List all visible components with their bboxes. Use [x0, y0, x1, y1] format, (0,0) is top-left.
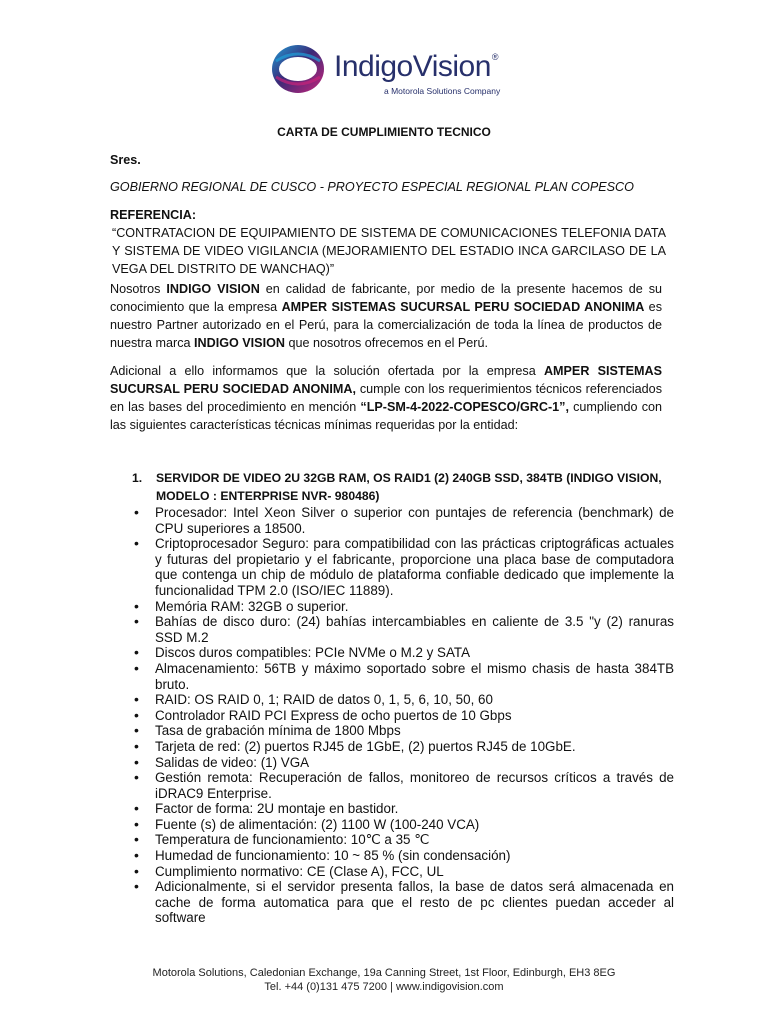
p2-company: AMPER SISTEMAS SUCURSAL PERU SOCIEDAD ANONIMA, [110, 364, 662, 396]
spec-bullet-text: Discos duros compatibles: PCIe NVMe o M.2 y SATA [155, 645, 471, 661]
bullet-dot: • [134, 535, 139, 552]
p1-company: AMPER SISTEMAS SUCURSAL PERU SOCIEDAD ANONIMA [281, 300, 645, 314]
p1-text-e: es nuestro Partner autorizado en el Perú, para la comercialización de toda la línea de productos de nuestra marca [110, 300, 662, 350]
spec-bullet-item [134, 692, 674, 708]
paragraph-partner [110, 280, 662, 352]
bullet-dot: • [134, 753, 139, 770]
spec-bullet-text: Salidas de video: (1) VGA [155, 754, 310, 770]
logo-wordmark: IndigoVision® [334, 50, 499, 83]
bullet-dot: • [134, 644, 139, 661]
bullet-dot: • [134, 847, 139, 864]
p1-brand: INDIGO VISION [166, 282, 260, 296]
spec-bullet-text: Procesador: Intel Xeon Silver o superior con puntajes de referencia (benchmark) de CPU superiores a 18500. [155, 505, 674, 536]
p1-brand-2: INDIGO VISION [194, 336, 285, 350]
spec-bullet-item [134, 536, 674, 598]
spec-bullet-text: Gestión remota: Recuperación de fallos, monitoreo de recursos críticos a través de iDRAC9 Enterprise. [155, 770, 674, 801]
spec-bullet-text: Memória RAM: 32GB o superior. [155, 598, 349, 614]
bullet-dot: • [134, 815, 139, 832]
spec-bullet-text: Fuente (s) de alimentación: (2) 1100 W (100-240 VCA) [155, 816, 480, 832]
letter-title: CARTA DE CUMPLIMIENTO TECNICO [277, 125, 491, 139]
spec-bullet-text: Controlador RAID PCI Express de ocho puertos de 10 Gbps [155, 707, 512, 723]
spec-bullet-text: Cumplimiento normativo: CE (Clase A), FCC, UL [155, 863, 444, 879]
spec-bullet-item [134, 645, 674, 661]
spec-bullet-item [134, 864, 674, 880]
bullet-dot: • [134, 862, 139, 879]
bullet-dot: • [134, 800, 139, 817]
p2-procedure-code: “LP-SM-4-2022-COPESCO/GRC-1”, [360, 400, 569, 414]
spec-bullet-item [134, 801, 674, 817]
footer-contact: Tel. +44 (0)131 475 7200 | www.indigovision.com [264, 980, 504, 993]
spec-bullet-item [134, 661, 674, 692]
spec-bullet-text: Tasa de grabación mínima de 1800 Mbps [155, 723, 401, 739]
p2-text-e: cumpliendo con las siguientes características técnicas mínimas requeridas por la entidad: [110, 400, 662, 432]
footer-address: Motorola Solutions, Caledonian Exchange, 19a Canning Street, 1st Floor, Edinburgh, EH3 8EG [152, 967, 616, 979]
spec-bullet-item [134, 739, 674, 755]
item-number: 1. [132, 471, 143, 485]
spec-bullet-item [134, 755, 674, 771]
spec-bullet-item [134, 879, 674, 926]
paragraph-compliance [110, 362, 662, 434]
reference-text: “CONTRATACION DE EQUIPAMIENTO DE SISTEMA DE COMUNICACIONES TELEFONIA DATA Y SISTEMA DE VIDEO VIGILANCIA (MEJORAMIENTO DEL ESTADIO INCA GARCILASO DE LA VEGA DEL DISTRITO DE WANCHAQ)” [112, 226, 666, 276]
bullet-dot: • [134, 769, 139, 786]
salutation: Sres. [110, 153, 141, 167]
spec-bullet-item [134, 723, 674, 739]
p1-text-a: Nosotros [110, 282, 167, 296]
spec-bullet-text: Bahías de disco duro: (24) bahías intercambiables en caliente de 3.5 "y (2) ranuras SSD M.2 [155, 614, 674, 645]
spec-bullet-item [134, 770, 674, 801]
reference-label: REFERENCIA: [110, 208, 197, 222]
indigovision-logo [268, 41, 508, 101]
item-title-text: SERVIDOR DE VIDEO 2U 32GB RAM, OS RAID1 (2) 240GB SSD, 384TB (INDIGO VISION, MODELO : ENTERPRISE NVR- 980486) [156, 471, 662, 503]
bullet-dot: • [134, 722, 139, 739]
spec-bullet-item [134, 708, 674, 724]
spec-bullet-text: Humedad de funcionamiento: 10 ~ 85 % (sin condensación) [155, 848, 511, 864]
spec-bullet-text: Criptoprocesador Seguro: para compatibilidad con las prácticas criptográficas actuales y futuras del propietario y el fabricante, proporcione una placa base de computadora que contenga un chip de módulo de plataforma confiable dedicado que implemente la funcionalidad TPM 2.0 (ISO/IEC 11889). [155, 536, 674, 598]
p1-text-g: que nosotros ofrecemos en el Perú. [284, 336, 488, 350]
p1-text-c: en calidad de fabricante, por medio de la presente hacemos de su conocimiento que la empresa [110, 282, 662, 314]
bullet-dot: • [134, 878, 139, 895]
spec-bullet-text: Tarjeta de red: (2) puertos RJ45 de 1GbE, (2) puertos RJ45 de 10GbE. [155, 738, 576, 754]
spec-bullet-list [134, 505, 674, 926]
spec-bullet-text: RAID: OS RAID 0, 1; RAID de datos 0, 1, 5, 6, 10, 50, 60 [155, 692, 493, 708]
bullet-dot: • [134, 706, 139, 723]
spec-bullet-text: Almacenamiento: 56TB y máximo soportado sobre el mismo chasis de hasta 384TB bruto. [155, 660, 674, 692]
spec-bullet-text: Temperatura de funcionamiento: 10℃ a 35 ℃ [155, 832, 430, 848]
logo-tagline: a Motorola Solutions Company [384, 86, 501, 96]
spec-bullet-item [134, 832, 674, 848]
p2-text-a: Adicional a ello informamos que la solución ofertada por la empresa [110, 364, 544, 378]
spec-bullet-item [134, 848, 674, 864]
bullet-dot: • [134, 504, 139, 520]
spec-bullet-item [134, 817, 674, 833]
indigovision-ring-icon [268, 41, 328, 97]
spec-bullet-item [134, 505, 674, 536]
spec-bullet-text: Factor de forma: 2U montaje en bastidor. [155, 801, 399, 817]
bullet-dot: • [134, 691, 139, 708]
bullet-dot: • [134, 831, 139, 848]
bullet-dot: • [134, 597, 139, 614]
bullet-dot: • [134, 613, 139, 630]
bullet-dot: • [134, 737, 139, 754]
addressee: GOBIERNO REGIONAL DE CUSCO - PROYECTO ESPECIAL REGIONAL PLAN COPESCO [110, 180, 634, 194]
footer [0, 967, 768, 994]
bullet-dot: • [134, 659, 139, 676]
spec-bullet-item [134, 614, 674, 645]
spec-bullet-item [134, 599, 674, 615]
p2-text-c: cumple con los requerimientos técnicos referenciados en las bases del procedimiento en mención [110, 382, 662, 414]
spec-bullet-text: Adicionalmente, si el servidor presenta fallos, la base de datos será almacenada en cache de forma automatica para que el resto de pc clientes puedan acceder al software [155, 879, 674, 926]
